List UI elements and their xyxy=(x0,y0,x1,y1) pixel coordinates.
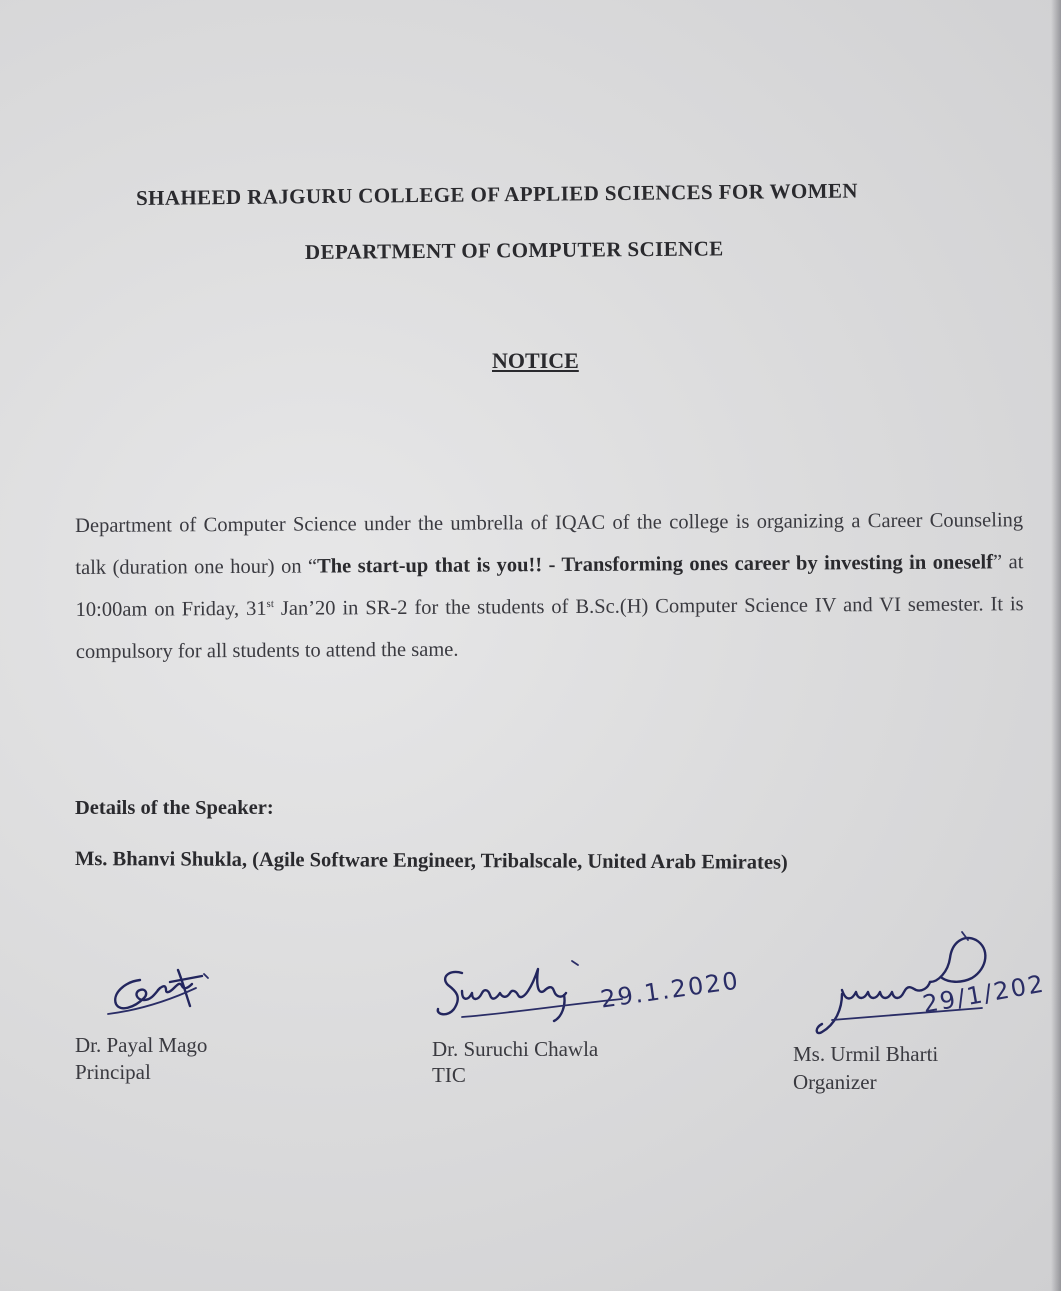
principal-name: Dr. Payal Mago xyxy=(75,1033,208,1057)
speaker-heading: Details of the Speaker: xyxy=(75,797,274,819)
principal-signature xyxy=(100,958,220,1020)
notice-title: NOTICE xyxy=(492,348,579,373)
tic-name: Dr. Suruchi Chawla xyxy=(432,1037,599,1061)
tic-role: TIC xyxy=(432,1063,466,1087)
organizer-signature-date: 29/1/202 xyxy=(920,969,1048,1019)
organizer-role: Organizer xyxy=(793,1070,877,1094)
department-name: DEPARTMENT OF COMPUTER SCIENCE xyxy=(304,236,724,264)
speaker-details: Ms. Bhanvi Shukla, (Agile Software Engineer, Tribalscale, United Arab Emirates) xyxy=(74,848,788,874)
page-edge-shadow xyxy=(1051,0,1061,1291)
organizer-name: Ms. Urmil Bharti xyxy=(793,1042,939,1066)
body-intro: Department of Computer Science under the umbrella of IQAC of the college is organizing a Career Counseling talk (duration one hour) on “ xyxy=(75,509,1024,579)
notice-body xyxy=(75,499,1024,673)
body-time: ” at 10:00am on Friday, 31 xyxy=(75,551,1024,621)
talk-title: The start-up that is you!! - Transforming ones career by investing in oneself xyxy=(317,551,994,578)
principal-role: Principal xyxy=(75,1060,151,1084)
body-details: Jan’20 in SR-2 for the students of B.Sc.(H) Computer Science IV and VI semester. It is compulsory for all students to attend the same. xyxy=(75,593,1024,663)
date-suffix: st xyxy=(266,597,274,611)
college-name: SHAHEED RAJGURU COLLEGE OF APPLIED SCIENCES FOR WOMEN xyxy=(135,178,858,210)
tic-signature-date: 29.1.2020 xyxy=(598,966,742,1014)
